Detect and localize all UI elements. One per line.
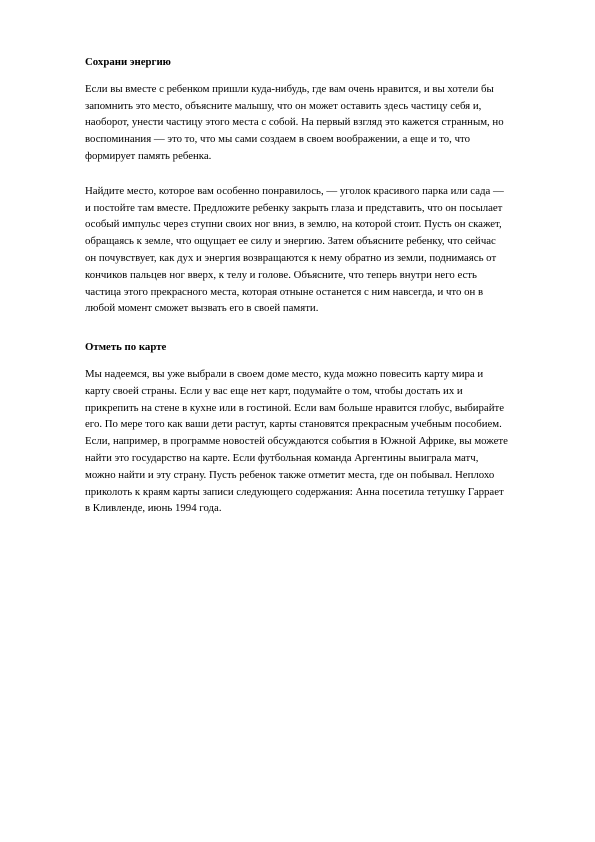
text-line: можно найти и эту страну. Пусть ребенок также отметит места, где он побывал. Неплохо (85, 468, 495, 481)
text-line: он почувствует, как дух и энергия возвращаются к нему обратно из земли, поднимаясь от (85, 251, 497, 264)
text-line: прикрепить на стене в кухне или в гостиной. Если вам больше нравится глобус, выбирайте (85, 401, 504, 414)
text-line: Если вы вместе с ребенком пришли куда-нибудь, где вам очень нравится, и вы хотели бы (85, 82, 494, 95)
text-line: в Кливленде, июнь 1994 года. (85, 502, 222, 515)
document-page (85, 50, 525, 535)
text-line: обращаясь к земле, что ощущает ее силу и энергию. Затем объясните ребенку, что сейчас (85, 235, 496, 248)
text-line: наоборот, унести частицу этого места с собой. На первый взгляд это кажется странным, но (85, 116, 504, 129)
text-line: Мы надеемся, вы уже выбрали в своем доме место, куда можно повесить карту мира и (85, 367, 484, 380)
paragraph (85, 366, 525, 517)
text-line: Найдите место, которое вам особенно понравилось, — уголок красивого парка или сада — (85, 184, 504, 197)
section-map (85, 335, 525, 517)
section-heading: Отметь по карте (85, 341, 167, 354)
text-line: запомнить это место, объясните малышу, что он может оставить здесь частицу себя и, (85, 99, 482, 112)
paragraph (85, 81, 525, 165)
section-heading: Сохрани энергию (85, 56, 171, 68)
text-line: карту своей страны. Если у вас еще нет карт, подумайте о том, чтобы достать их и (85, 384, 463, 397)
text-line: особый импульс через ступни своих ног вниз, в землю, на которой стоит. Пусть он скажет, (85, 218, 502, 231)
text-line: и постойте там вместе. Предложите ребенку закрыть глаза и представить, что он посылает (85, 201, 503, 214)
section-energy (85, 50, 525, 317)
text-line: воспоминания — это то, что мы сами создаем в своем воображении, а еще и то, что (85, 133, 470, 146)
text-line: Если, например, в программе новостей обсуждаются события в Южной Африке, вы можете (85, 435, 508, 448)
text-line: любой момент сможет вызвать его в своей памяти. (85, 302, 319, 315)
text-line: формирует память ребенка. (85, 149, 212, 162)
text-line: частица этого прекрасного места, которая отныне останется с ним навсегда, и что он в (85, 285, 484, 298)
text-line: кончиков пальцев ног вверх, к телу и голове. Объясните, что теперь внутри него есть (85, 268, 477, 281)
paragraph (85, 183, 525, 317)
text-line: приколоть к краям карты записи следующего содержания: Анна посетила тетушку Гаррает (85, 485, 504, 498)
text-line: его. По мере того как ваши дети растут, карты становятся прекрасным учебным пособием. (85, 418, 502, 431)
text-line: найти это государство на карте. Если футбольная команда Аргентины выиграла матч, (85, 451, 479, 464)
